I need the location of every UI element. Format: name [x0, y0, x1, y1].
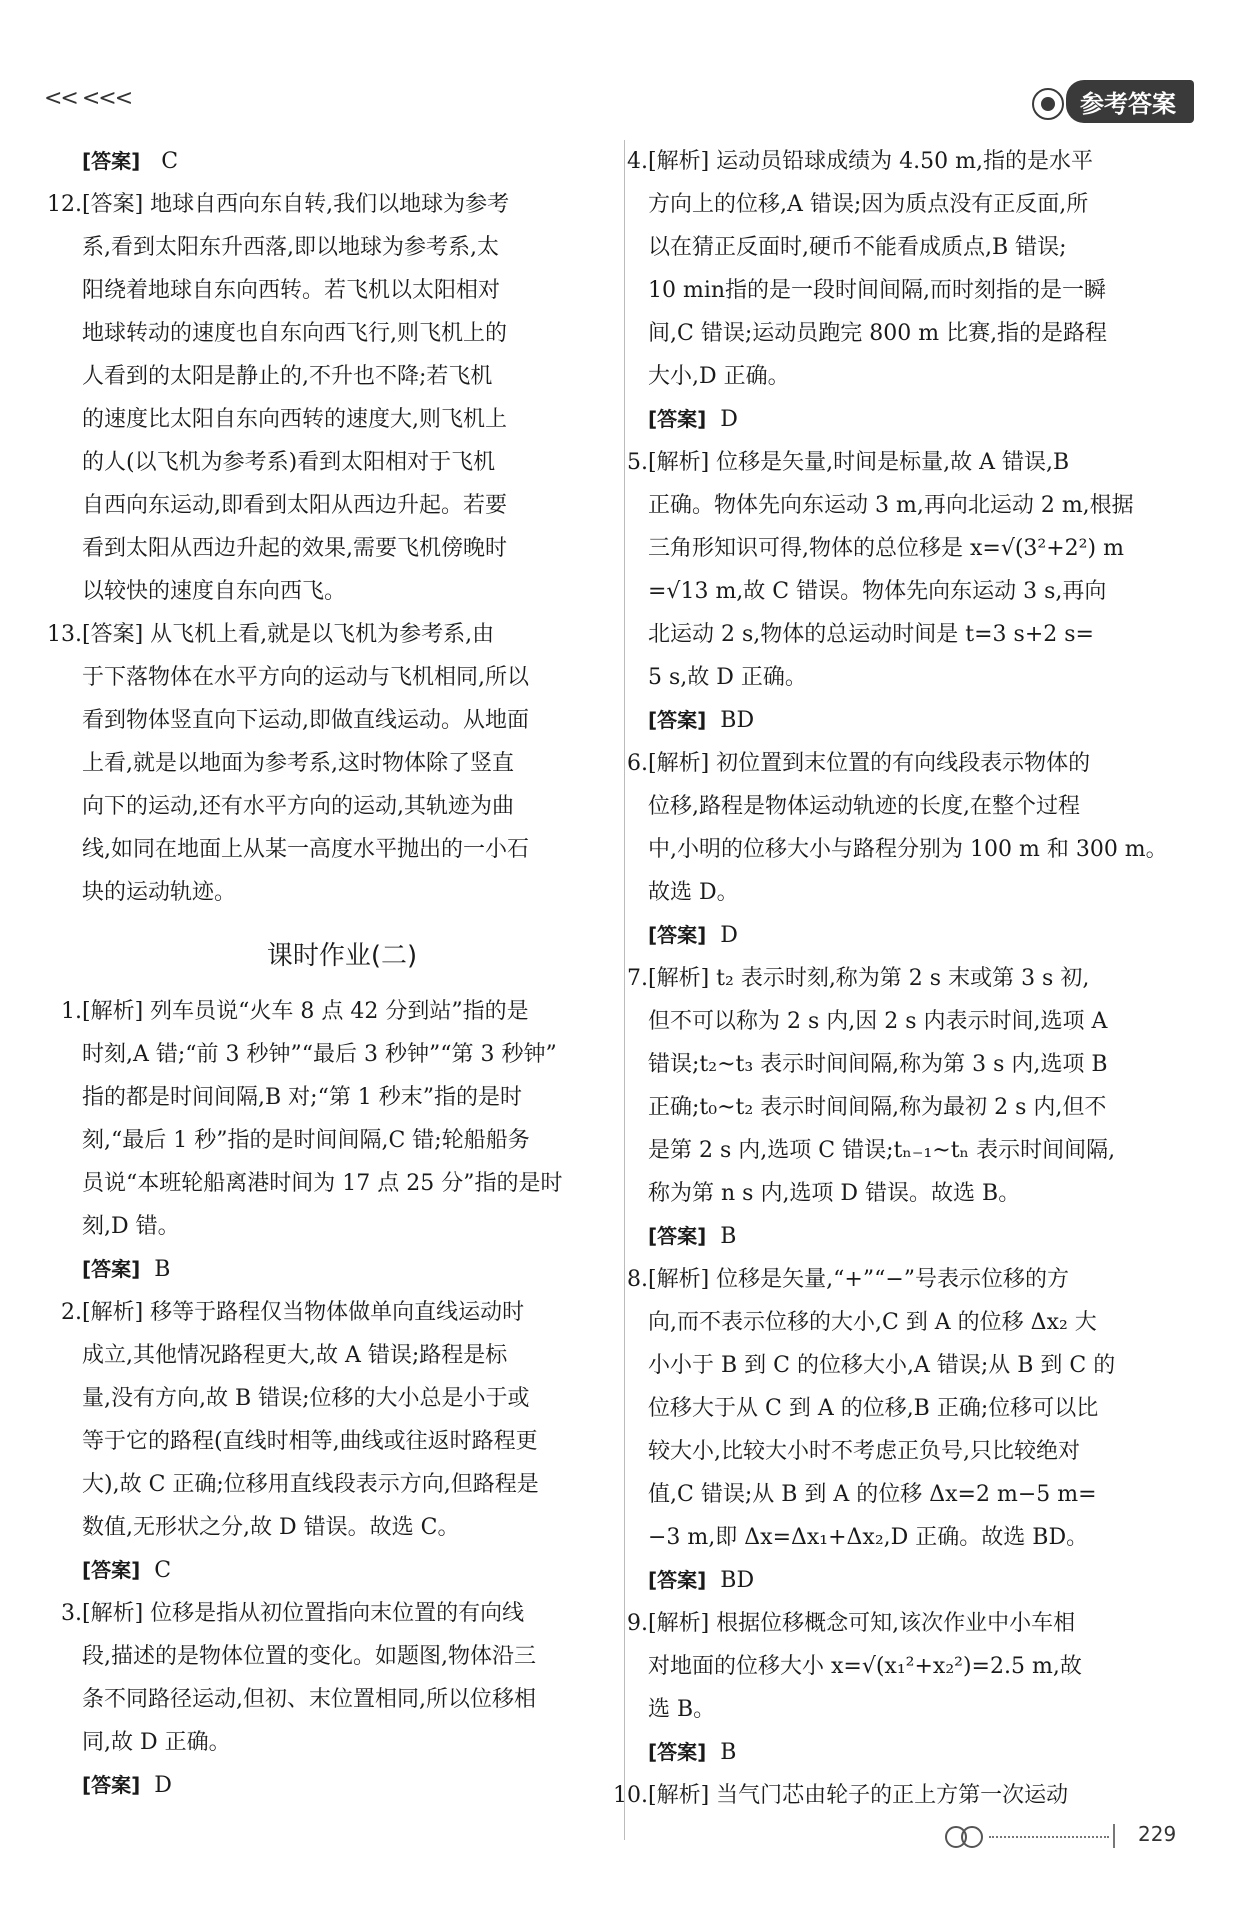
text-line: [解析] 列车员说“火车 8 点 42 分到站”指的是 [82, 999, 529, 1024]
page-footer-ornament-icon [945, 1826, 1125, 1846]
text-line: 5 s,故 D 正确。 [648, 665, 807, 690]
text-line: 以在猜正反面时,硬币不能看成质点,B 错误; [648, 235, 1067, 260]
text-line: [解析] 位移是指从初位置指向末位置的有向线 [82, 1601, 525, 1626]
answer-9 [648, 1731, 1168, 1774]
text-line: 但不可以称为 2 s 内,因 2 s 内表示时间,选项 A [648, 1009, 1108, 1034]
text-line: 称为第 n s 内,选项 D 错误。故选 B。 [648, 1181, 1021, 1206]
answer-tag: [答案] [648, 407, 707, 431]
text-line: 系,看到太阳东升西落,即以地球为参考系,太 [82, 235, 499, 260]
text-line: 阳绕着地球自东向西转。若飞机以太阳相对 [82, 278, 501, 303]
answer-tag: [答案] [648, 1224, 707, 1248]
text-line: 小小于 B 到 C 的位移大小,A 错误;从 B 到 C 的 [648, 1353, 1116, 1378]
text-line: 看到太阳从西边升起的效果,需要飞机傍晚时 [82, 536, 507, 561]
bullet-circle-icon [1032, 88, 1064, 120]
question-number: 2. [61, 1300, 82, 1325]
text-line: 正确。物体先向东运动 3 m,再向北运动 2 m,根据 [648, 493, 1134, 518]
question-4 [627, 140, 1168, 441]
text-line: [答案] 地球自西向东自转,我们以地球为参考 [82, 192, 510, 217]
answer-value: D [154, 1773, 172, 1798]
text-line: 大),故 C 正确;位移用直线段表示方向,但路程是 [82, 1472, 539, 1497]
text-line: 北运动 2 s,物体的总运动时间是 t=3 s+2 s= [648, 622, 1094, 647]
question-number: 3. [61, 1601, 82, 1626]
text-line: 是第 2 s 内,选项 C 错误;tₙ₋₁~tₙ 表示时间间隔, [648, 1138, 1116, 1163]
question-number: 5. [627, 450, 648, 475]
text-line: 以较快的速度自东向西飞。 [82, 579, 347, 604]
question-number: 8. [627, 1267, 648, 1292]
text-line: 较大小,比较大小时不考虑正负号,只比较绝对 [648, 1439, 1080, 1464]
answer-value: B [720, 1224, 737, 1249]
text-line: [解析] 位移是矢量,“+”“−”号表示位移的方 [648, 1267, 1070, 1292]
answer-7 [648, 1215, 1168, 1258]
text-line: 对地面的位移大小 x=√(x₁²+x₂²)=2.5 m,故 [648, 1654, 1082, 1679]
text-line: 方向上的位移,A 错误;因为质点没有正反面,所 [648, 192, 1089, 217]
text-line: 间,C 错误;运动员跑完 800 m 比赛,指的是路程 [648, 321, 1108, 346]
answer-value: BD [720, 1568, 755, 1593]
text-line: 向下的运动,还有水平方向的运动,其轨迹为曲 [82, 794, 514, 819]
section-title: 课时作业(二) [266, 941, 418, 971]
answer-5 [648, 699, 1168, 742]
question-6 [627, 742, 1168, 957]
text-line: 同,故 D 正确。 [82, 1730, 231, 1755]
answer-tag: [答案] [82, 149, 141, 173]
text-line: 三角形知识可得,物体的总位移是 x=√(3²+2²) m [648, 536, 1124, 561]
answer-tag: [答案] [82, 1558, 141, 1582]
text-line: 等于它的路程(直线时相等,曲线或往返时路程更 [82, 1429, 538, 1454]
text-line: −3 m,即 Δx=Δx₁+Δx₂,D 正确。故选 BD。 [648, 1525, 1089, 1550]
text-line: 错误;t₂~t₃ 表示时间间隔,称为第 3 s 内,选项 B [648, 1052, 1108, 1077]
text-line: =√13 m,故 C 错误。物体先向东运动 3 s,再向 [648, 579, 1107, 604]
text-line: [解析] 根据位移概念可知,该次作业中小车相 [648, 1611, 1076, 1636]
text-line: [解析] 当气门芯由轮子的正上方第一次运动 [648, 1783, 1069, 1808]
question-number: 9. [627, 1611, 648, 1636]
text-line: 数值,无形状之分,故 D 错误。故选 C。 [82, 1515, 460, 1540]
question-7 [627, 957, 1168, 1258]
text-line: 时刻,A 错;“前 3 秒钟”“最后 3 秒钟”“第 3 秒钟” [82, 1042, 557, 1067]
text-line: 刻,D 错。 [82, 1214, 180, 1239]
answer-4 [648, 398, 1168, 441]
text-line: 成立,其他情况路程更大,故 A 错误;路程是标 [82, 1343, 508, 1368]
text-line: 于下落物体在水平方向的运动与飞机相同,所以 [82, 665, 529, 690]
text-line: 员说“本班轮船离港时间为 17 点 25 分”指的是时 [82, 1171, 563, 1196]
text-line: 量,没有方向,故 B 错误;位移的大小总是小于或 [82, 1386, 530, 1411]
answer-tag: [答案] [648, 1568, 707, 1592]
text-line: 故选 D。 [648, 880, 739, 905]
question-1 [61, 990, 602, 1291]
answer-value: BD [720, 708, 755, 733]
question-number: 10. [613, 1783, 648, 1808]
text-line: 向,而不表示位移的大小,C 到 A 的位移 Δx₂ 大 [648, 1310, 1097, 1335]
answer-value: C [161, 149, 179, 174]
text-line: 上看,就是以地面为参考系,这时物体除了竖直 [82, 751, 514, 776]
answer-tag: [答案] [82, 1773, 141, 1797]
question-12 [47, 183, 602, 613]
answer-tag: [答案] [82, 1257, 141, 1281]
right-column [613, 140, 1168, 1817]
text-line: 看到物体竖直向下运动,即做直线运动。从地面 [82, 708, 529, 733]
dotted-rule [989, 1836, 1109, 1838]
answer-tag: [答案] [648, 923, 707, 947]
answer-value: B [720, 1740, 737, 1765]
text-line: 人看到的太阳是静止的,不升也不降;若飞机 [82, 364, 493, 389]
text-line: 选 B。 [648, 1697, 716, 1722]
question-10 [613, 1774, 1168, 1817]
answer-2 [82, 1549, 602, 1592]
text-line: 正确;t₀~t₂ 表示时间间隔,称为最初 2 s 内,但不 [648, 1095, 1107, 1120]
header-badge-block [1014, 70, 1214, 130]
text-line: 位移,路程是物体运动轨迹的长度,在整个过程 [648, 794, 1080, 819]
question-number: 12. [47, 192, 82, 217]
ring-icon [961, 1826, 983, 1848]
text-line: 指的都是时间间隔,B 对;“第 1 秒末”指的是时 [82, 1085, 523, 1110]
question-8 [627, 1258, 1168, 1602]
text-line: 段,描述的是物体位置的变化。如题图,物体沿三 [82, 1644, 536, 1669]
question-number: 7. [627, 966, 648, 991]
text-line: 条不同路径运动,但初、末位置相同,所以位移相 [82, 1687, 536, 1712]
answer-value: B [154, 1257, 171, 1282]
question-2 [61, 1291, 602, 1592]
text-line: 的人(以飞机为参考系)看到太阳相对于飞机 [82, 450, 496, 475]
answer-value: C [154, 1558, 172, 1583]
text-line: 大小,D 正确。 [648, 364, 790, 389]
section-badge: 参考答案 [1066, 80, 1194, 123]
rule-bar [1113, 1824, 1115, 1848]
answer-3 [82, 1764, 602, 1807]
text-line: 地球转动的速度也自东向西飞行,则飞机上的 [82, 321, 507, 346]
text-line: [解析] 移等于路程仅当物体做单向直线运动时 [82, 1300, 525, 1325]
text-line: [解析] 运动员铅球成绩为 4.50 m,指的是水平 [648, 149, 1093, 174]
question-13 [47, 613, 602, 914]
answer-1 [82, 1248, 602, 1291]
text-line: [解析] t₂ 表示时刻,称为第 2 s 末或第 3 s 初, [648, 966, 1090, 991]
text-line: 位移大于从 C 到 A 的位移,B 正确;位移可以比 [648, 1396, 1099, 1421]
question-9 [627, 1602, 1168, 1774]
text-line: [答案] 从飞机上看,就是以飞机为参考系,由 [82, 622, 495, 647]
text-line: 块的运动轨迹。 [82, 880, 237, 905]
answer-value: D [720, 923, 738, 948]
text-line: 10 min指的是一段时间间隔,而时刻指的是一瞬 [648, 278, 1107, 303]
question-number: 1. [61, 999, 82, 1024]
answer-tag: [答案] [648, 708, 707, 732]
question-number: 6. [627, 751, 648, 776]
answer-6 [648, 914, 1168, 957]
question-3 [61, 1592, 602, 1807]
text-line: 自西向东运动,即看到太阳从西边升起。若要 [82, 493, 507, 518]
left-column [47, 140, 602, 1807]
text-line: 的速度比太阳自东向西转的速度大,则飞机上 [82, 407, 507, 432]
answer-8 [648, 1559, 1168, 1602]
answer-value: D [720, 407, 738, 432]
nav-arrows-icon: << <<< [44, 86, 132, 111]
question-number: 13. [47, 622, 82, 647]
text-line: [解析] 初位置到末位置的有向线段表示物体的 [648, 751, 1091, 776]
text-line: [解析] 位移是矢量,时间是标量,故 A 错误,B [648, 450, 1070, 475]
page-number: 229 [1138, 1822, 1177, 1846]
question-5 [627, 441, 1168, 742]
question-number: 4. [627, 149, 648, 174]
text-line: 刻,“最后 1 秒”指的是时间间隔,C 错;轮船船务 [82, 1128, 530, 1153]
text-line: 线,如同在地面上从某一高度水平抛出的一小石 [82, 837, 529, 862]
answer-11 [82, 140, 602, 183]
text-line: 值,C 错误;从 B 到 A 的位移 Δx=2 m−5 m= [648, 1482, 1097, 1507]
text-line: 中,小明的位移大小与路程分别为 100 m 和 300 m。 [648, 837, 1168, 862]
answer-tag: [答案] [648, 1740, 707, 1764]
